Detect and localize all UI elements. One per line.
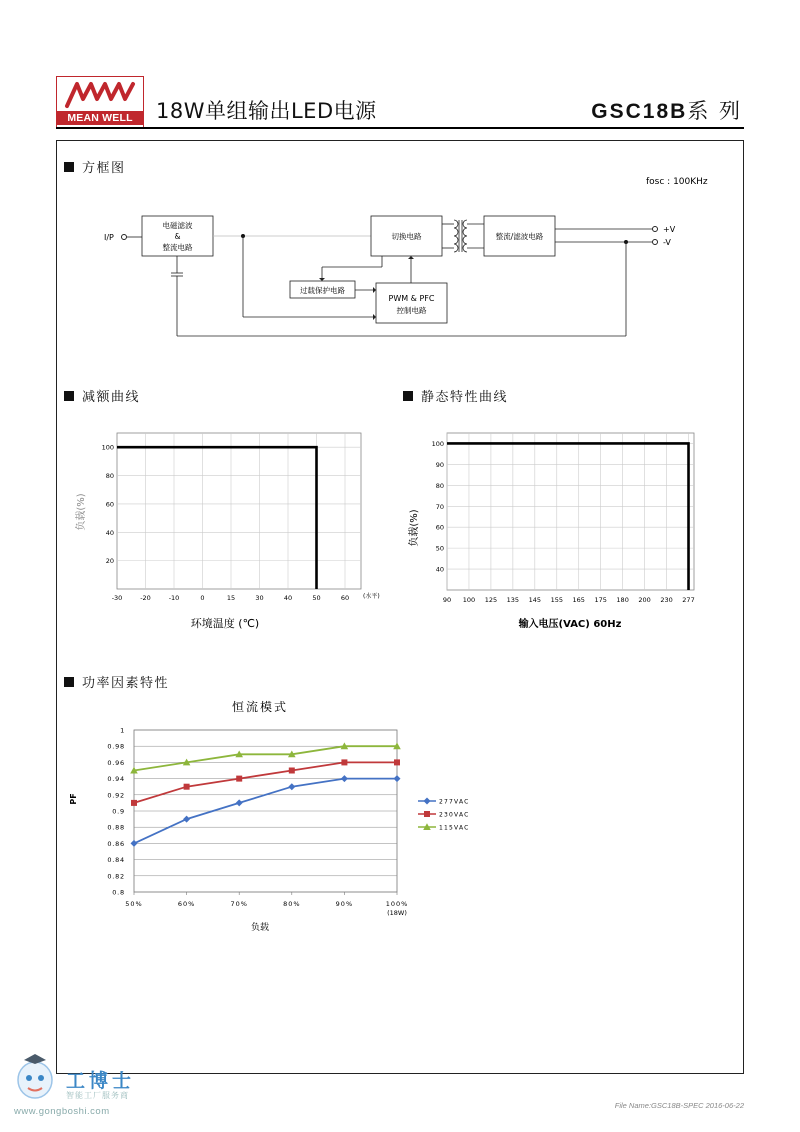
- derating-xtick: 30: [255, 594, 264, 602]
- output-neg-label: -V: [663, 238, 671, 247]
- static-xtick: 100: [462, 596, 476, 604]
- derating-ytick: 60: [105, 500, 114, 509]
- static-xtick: 155: [550, 596, 563, 604]
- emi-label-1: 电磁滤波: [162, 221, 193, 230]
- series-suffix: 系 列: [687, 99, 742, 123]
- pwm-label-1: PWM & PFC: [388, 294, 435, 303]
- pf-legend-marker: [424, 811, 430, 817]
- derating-ylabel: 负载(%): [76, 493, 87, 531]
- static-xlabel: 输入电压(VAC) 60Hz: [518, 619, 622, 630]
- pwm-label-2: 控制电路: [396, 306, 427, 315]
- derating-ytick: 40: [105, 528, 114, 537]
- overload-label: 过载保护电路: [300, 286, 345, 295]
- series-model: GSC18B: [591, 100, 688, 123]
- derating-xtick: -20: [140, 594, 151, 602]
- watermark-subtitle: 智能工厂服务商: [66, 1091, 129, 1100]
- pf-data-point: [236, 776, 242, 782]
- pf-xtick: 100%: [385, 900, 409, 908]
- pf-xtick: 90%: [335, 900, 354, 908]
- logo-text: MEAN WELL: [57, 111, 143, 125]
- derating-heading: 减额曲线: [64, 386, 140, 405]
- block-diagram-heading: 方框图: [64, 157, 126, 176]
- pf-legend-label: 230VAC: [439, 811, 470, 819]
- pf-ytick: 0.82: [107, 872, 125, 881]
- document-title: 18W单组输出LED电源: [156, 99, 377, 123]
- derating-xtick: 0: [200, 594, 205, 602]
- derating-ytick: 20: [105, 557, 114, 566]
- fosc-label: fosc : 100KHz: [646, 177, 708, 187]
- static-ytick: 50: [435, 544, 444, 553]
- static-curve-heading: 静态特性曲线: [403, 386, 508, 405]
- pf-ytick: 0.96: [107, 758, 125, 767]
- bullet-square-icon: [403, 391, 413, 401]
- pf-ytick: 0.88: [107, 823, 125, 832]
- pf-ytick: 0.9: [112, 807, 125, 816]
- watermark-brand: 工博士: [66, 1070, 136, 1092]
- static-xtick: 230: [660, 596, 673, 604]
- pf-xtick: 60%: [177, 900, 196, 908]
- derating-chart: [60, 420, 390, 640]
- derating-x-unit: (水平): [363, 593, 380, 600]
- pwm-pfc-block: [376, 283, 447, 323]
- derating-xtick: 40: [283, 594, 293, 602]
- static-ytick: 70: [435, 502, 444, 511]
- pf-legend-label: 115VAC: [439, 824, 470, 832]
- pf-xtick: 80%: [283, 900, 301, 908]
- static-ytick: 90: [435, 460, 444, 469]
- pf-ytick: 0.84: [107, 856, 125, 865]
- derating-ytick: 80: [105, 472, 114, 481]
- header-rule: [56, 127, 744, 129]
- static-xtick: 175: [594, 596, 607, 604]
- pf-data-point: [184, 784, 190, 790]
- watermark-url: www.gongboshi.com: [14, 1106, 110, 1117]
- pf-ytick: 0.92: [107, 791, 125, 800]
- static-ylabel: 负载(%): [409, 509, 420, 547]
- emi-label-2: &: [174, 232, 181, 241]
- block-diagram: [56, 170, 744, 350]
- static-xtick: 90: [442, 596, 452, 604]
- static-ytick: 80: [435, 481, 444, 490]
- derating-xlabel: 环境温度 (℃): [190, 617, 260, 630]
- rectifier-label: 整流/滤波电路: [495, 232, 544, 241]
- pf-ytick: 0.98: [107, 742, 125, 751]
- bullet-square-icon: [64, 391, 74, 401]
- series-title: [591, 95, 742, 125]
- pf-xtick: 50%: [125, 900, 143, 908]
- static-xtick: 200: [638, 596, 651, 604]
- pf-ylabel: PF: [69, 793, 78, 805]
- derating-xtick: 15: [226, 594, 236, 602]
- static-curve-chart: [400, 420, 720, 640]
- mean-well-logo: [56, 76, 144, 128]
- derating-xtick: -30: [111, 594, 123, 602]
- pf-title: 恒流模式: [231, 700, 289, 714]
- derating-ytick: 100: [101, 443, 114, 452]
- static-xtick: 180: [616, 596, 629, 604]
- pf-xlabel: 负载: [250, 923, 270, 933]
- transformer-icon: [442, 220, 484, 252]
- static-xtick: 165: [572, 596, 585, 604]
- input-label: I/P: [104, 233, 114, 242]
- switch-label: 切换电路: [391, 232, 422, 241]
- static-xtick: 125: [484, 596, 498, 604]
- footer-file-name: File Name:GSC18B-SPEC 2016-06-22: [614, 1101, 744, 1110]
- robot-mascot-icon: [10, 1048, 66, 1112]
- pf-ytick: 0.86: [107, 839, 125, 848]
- pf-data-point: [131, 800, 137, 806]
- pf-legend-marker: [424, 798, 431, 805]
- pf-legend-label: 277VAC: [439, 798, 470, 806]
- pf-heading: 功率因素特性: [64, 672, 169, 691]
- pf-data-point: [394, 759, 400, 765]
- pf-ytick: 0.94: [107, 775, 125, 784]
- output-pos-label: +V: [663, 225, 676, 234]
- static-ytick: 60: [435, 523, 444, 532]
- pf-xtick: 70%: [230, 900, 248, 908]
- mw-logo-icon: [63, 79, 139, 109]
- pf-data-point: [341, 759, 347, 765]
- bullet-square-icon: [64, 677, 74, 687]
- derating-xtick: -10: [168, 594, 180, 602]
- static-xtick: 145: [528, 596, 542, 604]
- input-terminal: [122, 235, 127, 240]
- pf-chart: [60, 695, 480, 940]
- pf-xtick-sub: (18W): [387, 909, 407, 917]
- pf-ytick: 1: [120, 726, 125, 735]
- emi-label-3: 整流电路: [162, 243, 193, 252]
- static-ytick: 100: [431, 439, 444, 448]
- pf-data-point: [289, 768, 295, 774]
- static-xtick: 277: [682, 596, 695, 604]
- derating-xtick: 60: [340, 594, 350, 602]
- derating-xtick: 50: [312, 594, 321, 602]
- static-ytick: 40: [435, 565, 444, 574]
- static-xtick: 135: [506, 596, 520, 604]
- pf-ytick: 0.8: [112, 888, 125, 897]
